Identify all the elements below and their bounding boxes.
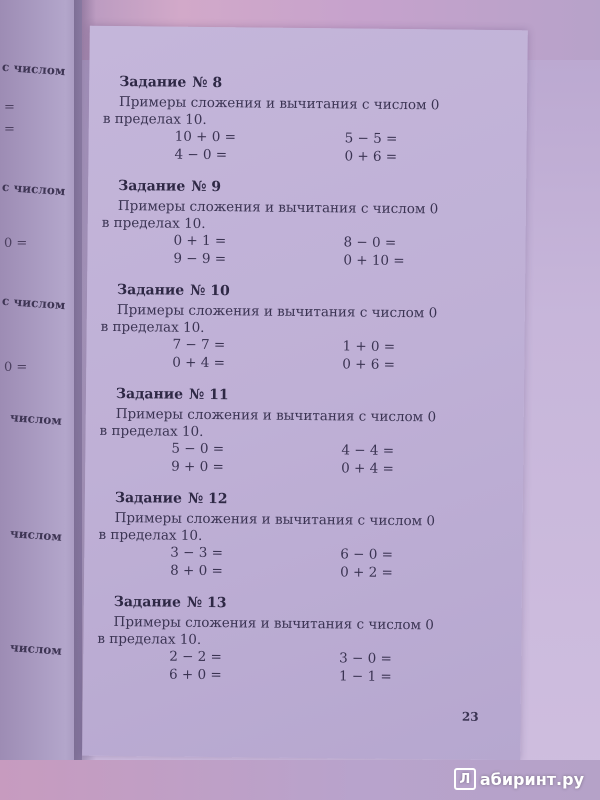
left-page-mark: 0 = (4, 360, 28, 375)
task-12 (98, 490, 499, 583)
task-11 (99, 386, 500, 479)
task-title: Задание (119, 74, 187, 91)
example: 10 + 0 = (174, 128, 237, 146)
example: 9 − 9 = (173, 250, 227, 268)
example: 0 + 10 = (343, 252, 405, 270)
task-title: Задание (114, 490, 183, 507)
task-heading (115, 490, 499, 510)
task-text-line: Примеры сложения и вычитания с числом 0 (118, 94, 440, 114)
task-description (97, 614, 497, 652)
left-page-fragment: числом (9, 640, 63, 658)
example: 6 − 0 = (340, 546, 394, 563)
left-page (0, 0, 82, 800)
task-number: № 13 (186, 594, 227, 612)
example: 0 + 4 = (172, 354, 226, 372)
example: 0 + 6 = (344, 148, 398, 165)
example: 3 − 3 = (170, 544, 224, 562)
examples-grid (101, 232, 501, 271)
task-10 (100, 282, 501, 375)
examples-grid (98, 544, 498, 583)
task-number: № 11 (189, 386, 229, 404)
left-page-fragment: числом (9, 526, 63, 544)
examples-grid (100, 336, 500, 375)
task-text-line: Примеры сложения и вычитания с числом 0 (117, 198, 439, 218)
task-text-line: Примеры сложения и вычитания с числом 0 (113, 614, 435, 634)
task-title: Задание (116, 282, 185, 299)
task-description (98, 510, 498, 548)
book-page (82, 26, 528, 761)
left-page-mark: = (4, 122, 15, 137)
task-title: Задание (115, 386, 184, 403)
task-text-line: в пределах 10. (98, 526, 203, 544)
example: 1 + 0 = (342, 338, 396, 355)
task-number: № 12 (187, 490, 228, 508)
example: 4 − 0 = (174, 146, 228, 164)
left-page-fragment: с числом (1, 179, 66, 199)
page-number: 23 (461, 709, 479, 724)
example: 3 − 0 = (339, 650, 392, 667)
example: 5 − 0 = (171, 440, 225, 458)
watermark (454, 768, 584, 790)
task-text-line: Примеры сложения и вычитания с числом 0 (116, 302, 438, 322)
task-text-line: Примеры сложения и вычитания с числом 0 (115, 406, 437, 426)
left-page-mark: 0 = (4, 236, 28, 251)
task-text-line: в пределах 10. (101, 214, 206, 232)
task-description (101, 302, 501, 340)
task-description (102, 198, 502, 236)
example: 0 + 1 = (173, 232, 227, 250)
task-heading (117, 282, 501, 302)
task-description (103, 94, 503, 132)
task-title: Задание (118, 178, 186, 195)
labirint-logo-icon: Л (454, 768, 476, 790)
task-number: № 8 (192, 74, 223, 92)
task-13 (97, 594, 498, 687)
example: 0 + 4 = (341, 460, 394, 477)
task-text-line: в пределах 10. (102, 110, 207, 128)
task-heading (118, 178, 502, 198)
example: 8 + 0 = (170, 562, 223, 580)
example: 1 − 1 = (338, 668, 392, 685)
examples-grid (99, 440, 499, 479)
example: 9 + 0 = (171, 458, 224, 476)
task-description (99, 406, 499, 444)
example: 6 + 0 = (168, 666, 222, 684)
task-text-line: в пределах 10. (100, 318, 205, 336)
task-title: Задание (113, 594, 181, 611)
task-9 (101, 178, 502, 271)
example: 4 − 4 = (341, 442, 395, 459)
task-number: № 9 (191, 178, 222, 196)
task-text-line: Примеры сложения и вычитания с числом 0 (114, 510, 436, 530)
example: 5 − 5 = (344, 130, 398, 147)
example: 8 − 0 = (343, 234, 397, 251)
example: 2 − 2 = (169, 648, 223, 666)
left-page-mark: = (4, 100, 15, 115)
left-page-fragment: числом (9, 410, 63, 428)
task-8 (102, 74, 503, 167)
left-page-fragment: с числом (1, 293, 66, 313)
examples-grid (97, 648, 497, 687)
task-text-line: в пределах 10. (97, 630, 202, 648)
watermark-text: абиринт.ру (479, 769, 584, 789)
examples-grid (102, 128, 502, 167)
task-heading (116, 386, 500, 406)
task-number: № 10 (190, 282, 230, 300)
task-heading (119, 74, 503, 94)
example: 0 + 6 = (342, 356, 396, 373)
example: 0 + 2 = (340, 564, 393, 581)
page-content (97, 74, 504, 702)
example: 7 − 7 = (172, 336, 226, 354)
task-text-line: в пределах 10. (99, 422, 204, 440)
task-heading (114, 594, 498, 614)
left-page-fragment: с числом (1, 59, 66, 79)
